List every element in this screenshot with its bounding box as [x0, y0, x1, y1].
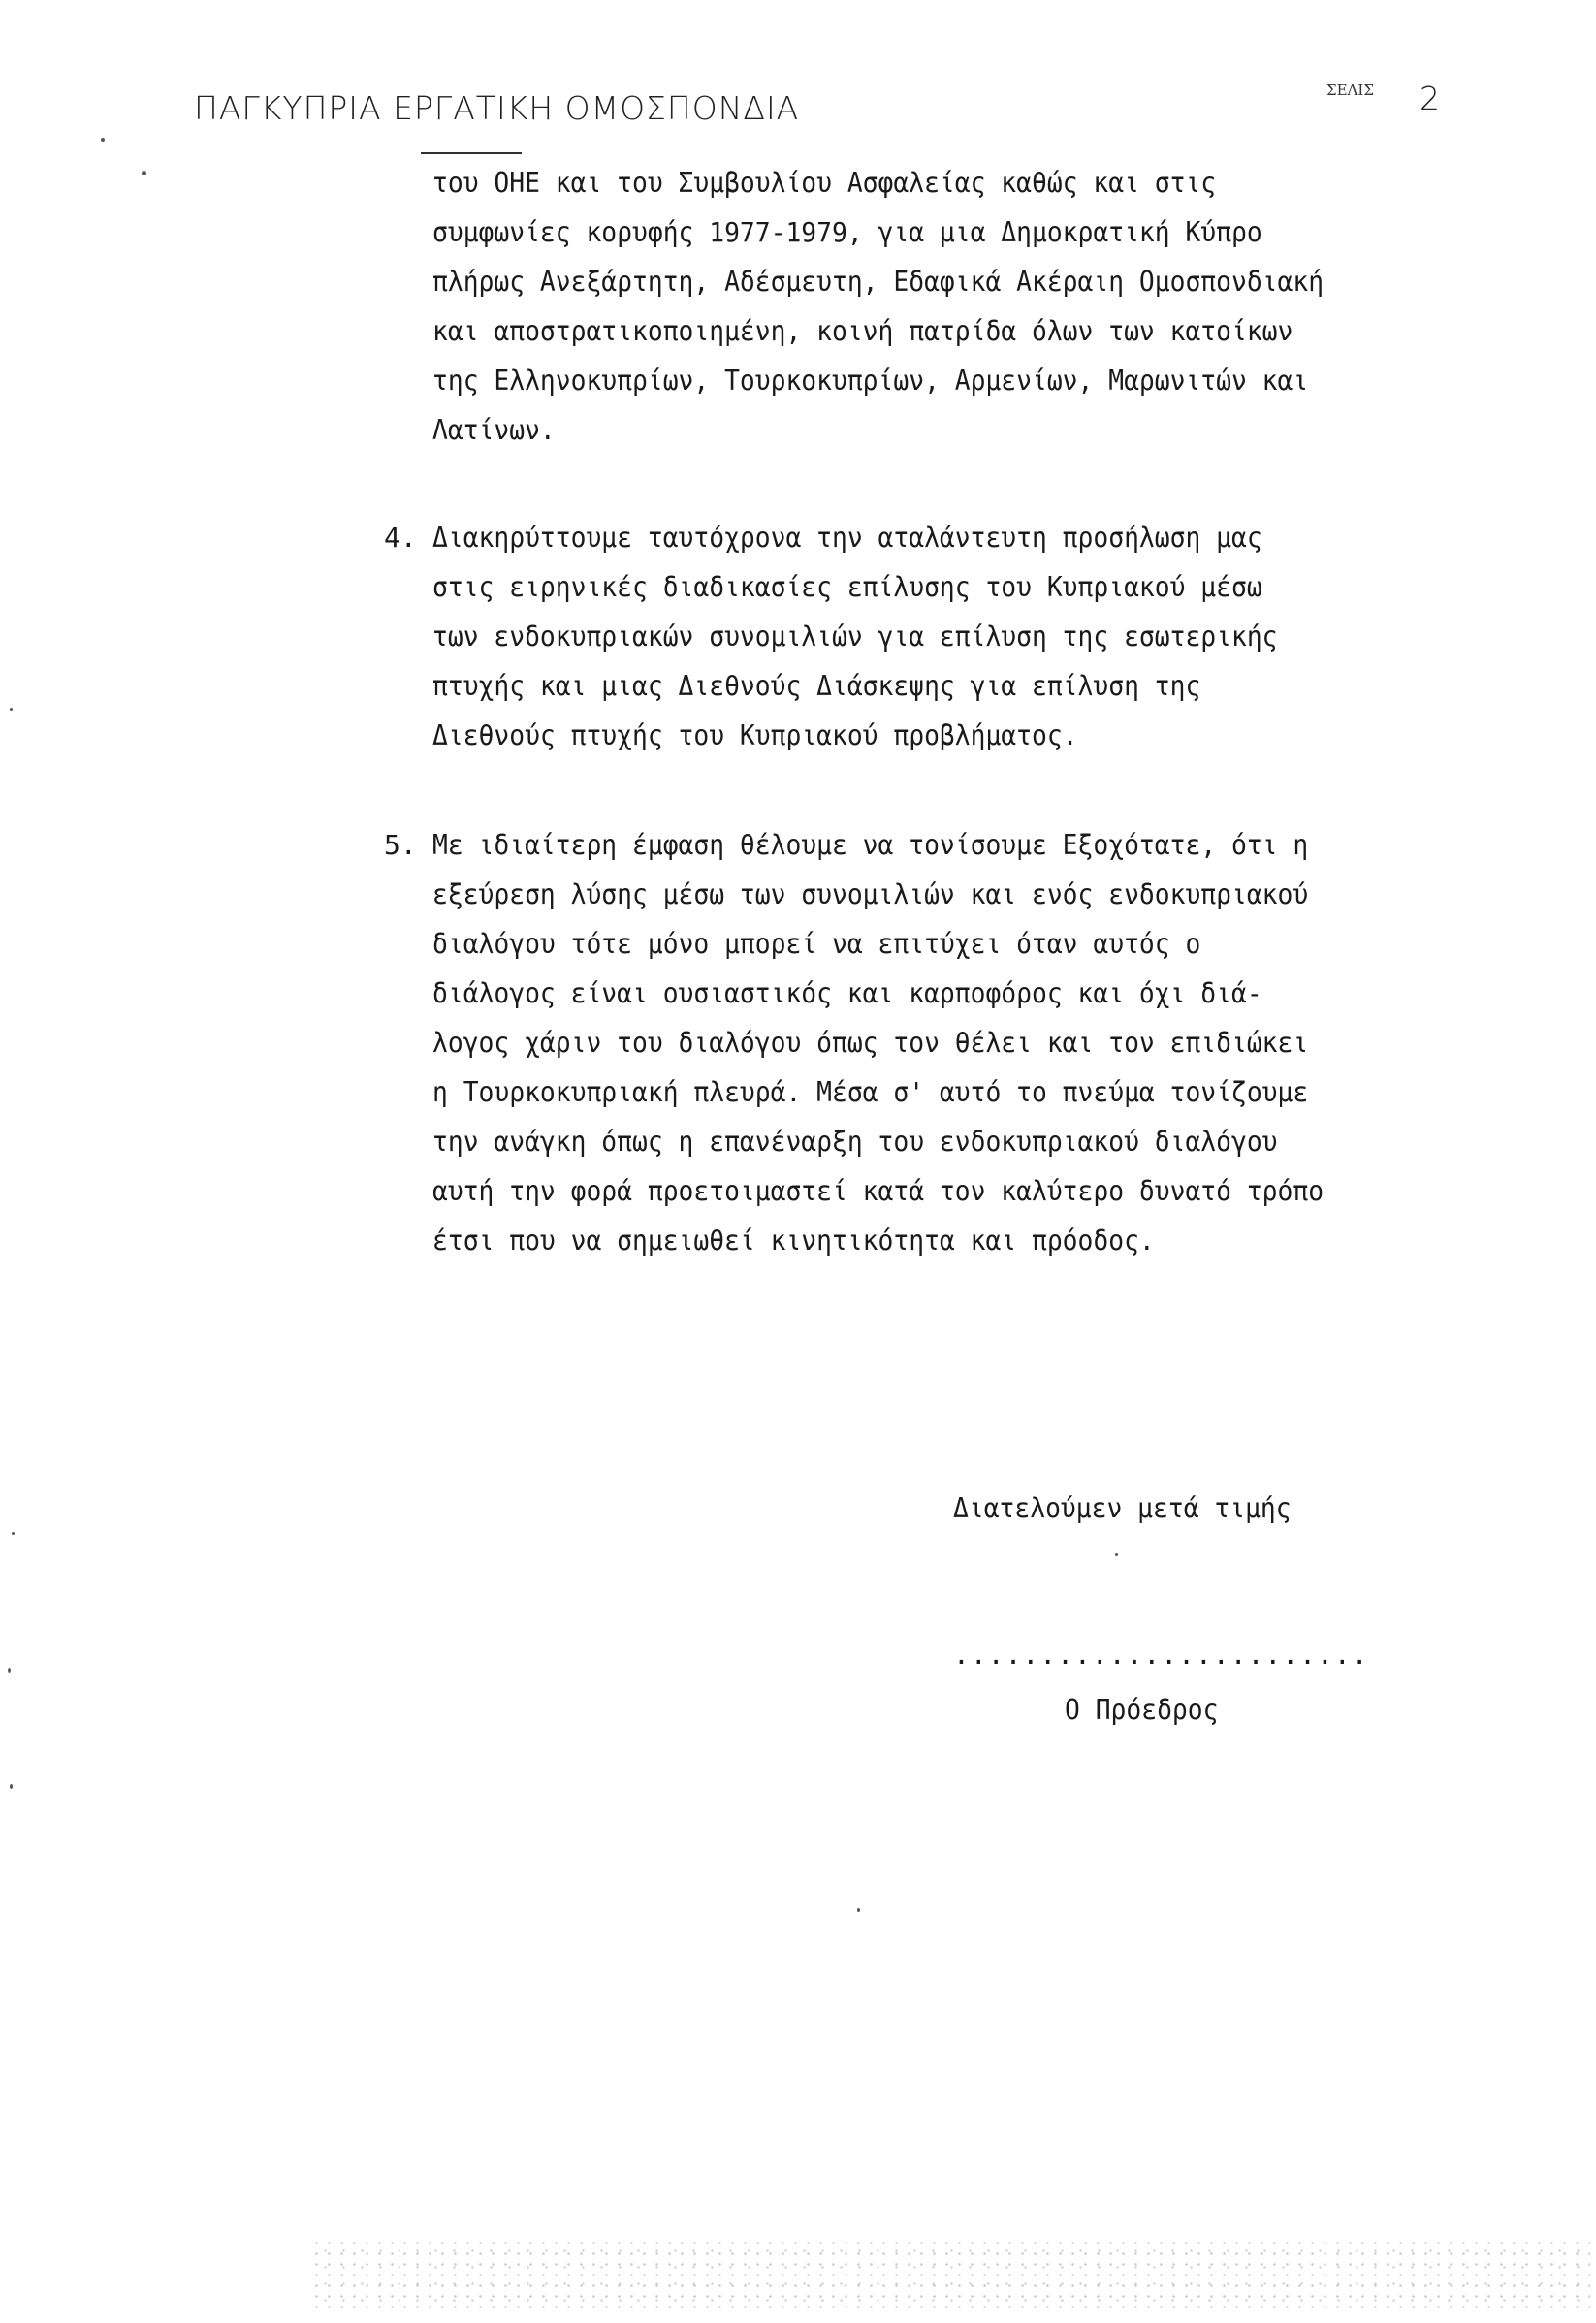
- scan-speck: [857, 1908, 860, 1912]
- scan-speck: [1115, 1553, 1118, 1556]
- paragraph-line: λογος χάριν του διαλόγου όπως τον θέλει και τον επιδιώκει: [432, 1027, 1309, 1059]
- paragraph-line: και αποστρατικοποιημένη, κοινή πατρίδα όλων των κατοίκων: [432, 315, 1293, 347]
- signatory-title: Ο Πρόεδρος: [1065, 1694, 1219, 1726]
- paragraph-line: η Τουρκοκυπριακή πλευρά. Μέσα σ' αυτό το πνεύμα τονίζουμε: [432, 1076, 1309, 1108]
- paragraph-line: στις ειρηνικές διαδικασίες επίλυσης του Κυπριακού μέσω: [432, 571, 1262, 603]
- paragraph-line: συμφωνίες κορυφής 1977-1979, για μια Δημοκρατική Κύπρο: [432, 216, 1262, 248]
- page-reference-label: ΣΕΛΙΣ: [1326, 81, 1374, 99]
- paragraph-line: Λατίνων.: [432, 414, 556, 446]
- scan-speck: [10, 708, 13, 711]
- paragraph-line: των ενδοκυπριακών συνομιλιών για επίλυση της εσωτερικής: [432, 621, 1278, 652]
- header-divider: [421, 152, 522, 154]
- letterhead-organization: ΠΑΓΚΥΠΡΙΑ ΕΡΓΑΤΙΚΗ ΟΜΟΣΠΟΝΔΙΑ: [194, 89, 800, 127]
- paragraph-line: Διακηρύττουμε ταυτόχρονα την αταλάντευτη προσήλωση μας: [432, 522, 1262, 554]
- scan-noise-strip: [310, 2238, 1590, 2315]
- scan-speck: [8, 1668, 11, 1673]
- signature-line: ........................: [953, 1639, 1369, 1671]
- paragraph-line: διάλογος είναι ουσιαστικός και καρποφόρος και όχι διά-: [432, 977, 1262, 1009]
- paragraph-line: εξεύρεση λύσης μέσω των συνομιλιών και ενός ενδοκυπριακού: [432, 878, 1309, 910]
- paragraph-line: Με ιδιαίτερη έμφαση θέλουμε να τονίσουμε Εξοχότατε, ότι η: [432, 829, 1309, 861]
- paragraph-line: την ανάγκη όπως η επανέναρξη του ενδοκυπριακού διαλόγου: [432, 1126, 1278, 1158]
- paragraph-line: διαλόγου τότε μόνο μπορεί να επιτύχει όταν αυτός ο: [432, 928, 1201, 960]
- paragraph-5: [432, 820, 1381, 1265]
- paragraph-line: αυτή την φορά προετοιμαστεί κατά τον καλύτερο δυνατό τρόπο: [432, 1175, 1325, 1207]
- paragraph-line: Διεθνούς πτυχής του Κυπριακού προβλήματος.: [432, 719, 1078, 751]
- paragraph-5-number: 5.: [384, 829, 417, 861]
- scan-speck: [101, 138, 105, 142]
- paragraph-line: της Ελληνοκυπρίων, Τουρκοκυπρίων, Αρμενίων, Μαρωνιτών και: [432, 365, 1309, 397]
- scan-speck: [142, 171, 146, 175]
- paragraph-line: πτυχής και μιας Διεθνούς Διάσκεψης για επίλυση της: [432, 670, 1201, 702]
- continuation-paragraph: [432, 158, 1381, 455]
- paragraph-line: πλήρως Ανεξάρτητη, Αδέσμευτη, Εδαφικά Ακέραιη Ομοσπονδιακή: [432, 266, 1325, 298]
- scan-speck: [10, 1784, 13, 1789]
- paragraph-line: του ΟΗΕ και του Συμβουλίου Ασφαλείας καθώς και στις: [432, 167, 1217, 199]
- closing-salutation: Διατελούμεν μετά τιμής: [953, 1492, 1292, 1524]
- scan-speck: [12, 1532, 15, 1535]
- paragraph-4: [432, 513, 1331, 760]
- page-number: 2: [1420, 80, 1440, 117]
- paragraph-line: έτσι που να σημειωθεί κινητικότητα και πρόοδος.: [432, 1225, 1155, 1257]
- paragraph-4-number: 4.: [384, 522, 417, 554]
